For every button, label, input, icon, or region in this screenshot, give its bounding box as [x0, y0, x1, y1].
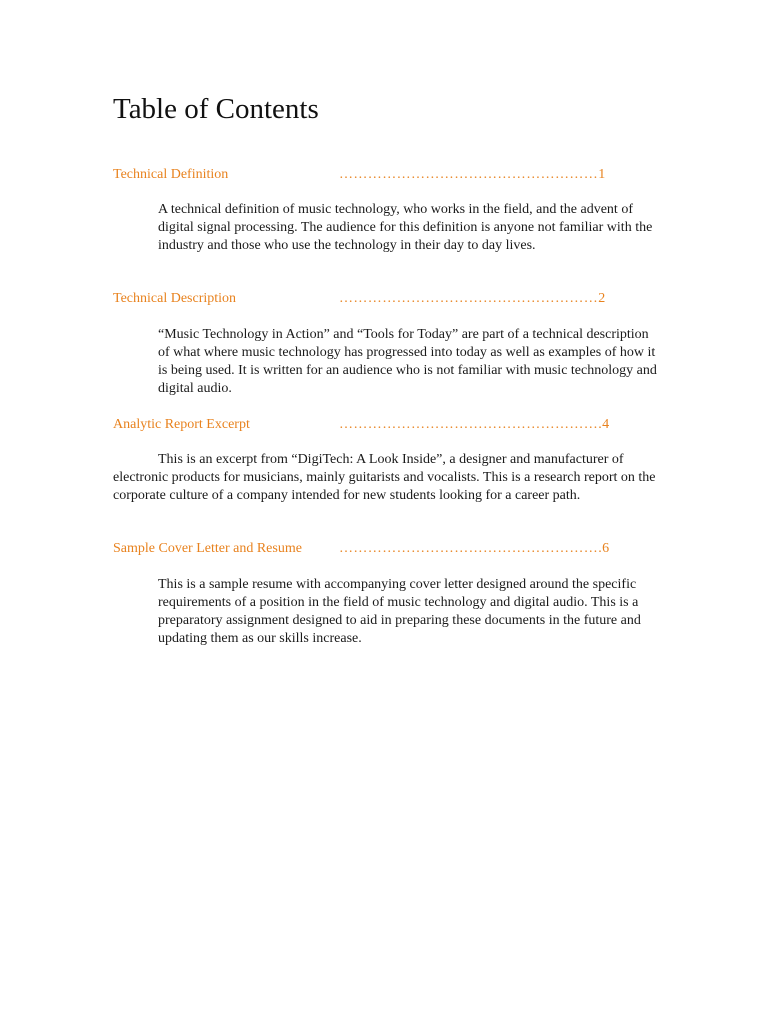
toc-leader-dots: ……………………………………………….: [339, 417, 603, 432]
toc-page-number: 2: [598, 291, 606, 306]
toc-page-number: 4: [602, 417, 610, 432]
toc-entry-sample-cover-letter-and-resume: [113, 540, 610, 558]
toc-leader-dots: ……………………………………………….: [339, 541, 603, 556]
toc-entry-description: “Music Technology in Action” and “Tools for Today” are part of a technical description of what where music technology has progressed into today as well as examples of how it is being used. It is written for an audience who is not familiar with music technology and digital audio.: [158, 327, 657, 396]
toc-entry-analytic-report-excerpt: [113, 416, 610, 434]
toc-entry-technical-description: [113, 290, 606, 308]
toc-entry-heading: Technical Description: [113, 291, 237, 306]
toc-entry-description: This is a sample resume with accompanying cover letter designed around the specific requirements of a position in the field of music technology and digital audio. This is a preparatory assignment designed to aid in preparing these documents in the future and updating them as our skills increase.: [158, 577, 641, 646]
toc-entry-heading: Sample Cover Letter and Resume: [113, 541, 302, 556]
toc-leader-dots: ………………………………………………: [339, 167, 599, 182]
toc-page-number: 6: [602, 541, 610, 556]
toc-entry-description: This is an excerpt from “DigiTech: A Look Inside”, a designer and manufacturer of electronic products for musicians, mainly guitarists and vocalists. This is a research report on the corporate culture of a company intended for new students looking for a career path.: [113, 452, 656, 503]
toc-entry-description: A technical definition of music technology, who works in the field, and the advent of digital signal processing. The audience for this definition is anyone not familiar with the industry and those who use the technology in their day to day lives.: [158, 202, 653, 253]
toc-entry-heading: Analytic Report Excerpt: [113, 417, 250, 432]
toc-entry-technical-definition: [113, 166, 606, 184]
toc-entry-leader: [339, 290, 606, 308]
toc-entry-leader: [339, 416, 610, 434]
toc-entry-heading: Technical Definition: [113, 167, 229, 182]
toc-leader-dots: ………………………………………………: [339, 291, 599, 306]
toc-entry-leader: [339, 166, 606, 184]
toc-page-number: 1: [598, 167, 606, 182]
page-title: Table of Contents: [113, 93, 319, 125]
toc-entry-leader: [339, 540, 610, 558]
